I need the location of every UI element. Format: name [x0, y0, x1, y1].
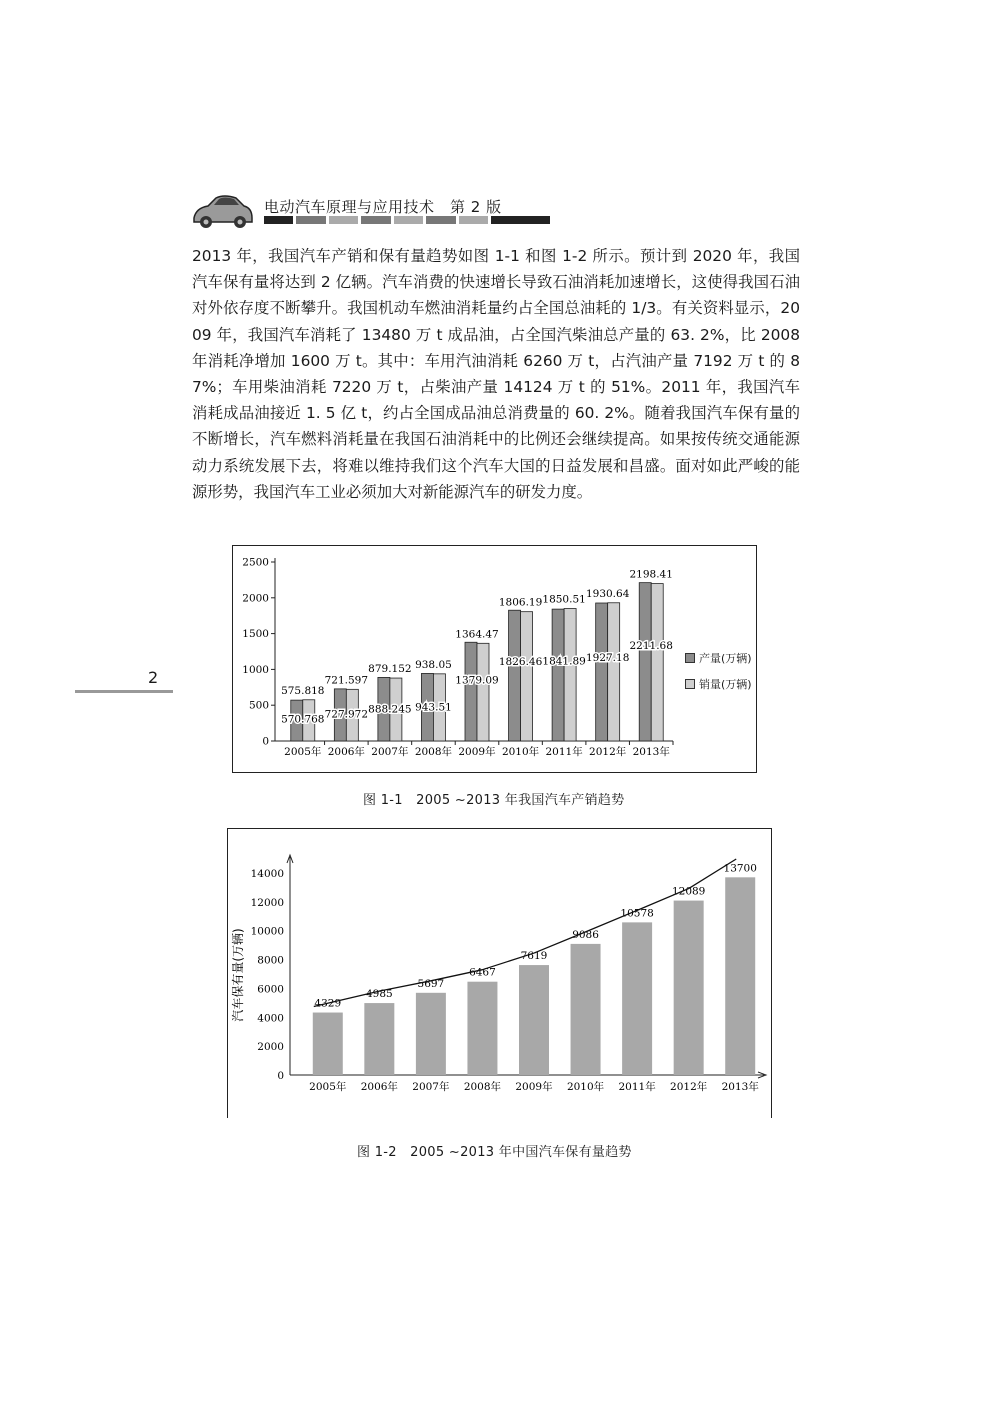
bar-stock — [416, 993, 446, 1075]
x-tick-label: 2009年 — [515, 1081, 553, 1093]
x-tick-label: 2012年 — [589, 746, 627, 758]
data-label-production: 1841.89 — [542, 655, 586, 668]
body-paragraph: 2013 年，我国汽车产销和保有量趋势如图 1-1 和图 1-2 所示。预计到 2020 年，我国汽车保有量将达到 2 亿辆。汽车消费的快速增长导致石油消耗加速增长，这使得我国石油对外依存度不断攀升。我国机动车燃油消耗量约占全国总油耗的 1/3。有关资料显示，2009 年，我国汽车消耗了 13480 万 t 成品油，占全国汽柴油总产量的 63. 2%，比 2008 年消耗净增加 1600 万 t。其中：车用汽油消耗 6260 万 t，占汽油产量 7192 万 t 的 87%；车用柴油消耗 7220 万 t，占柴油产量 14124 万 t 的 51%。2011 年，我国汽车消耗成品油接近 1. 5 亿 t，约占全国成品油总消费量的 60. 2%。随着我国汽车保有量的不断增长，汽车燃料消耗量在我国石油消耗中的比例还会继续提高。如果按传统交通能源动力系统发展下去，将难以维持我们这个汽车大国的日益发展和昌盛。面对如此严峻的能源形势，我国汽车工业必须加大对新能源汽车的研发力度。 — [192, 247, 800, 501]
legend-item-production — [685, 650, 752, 666]
x-tick-label: 2007年 — [412, 1081, 450, 1093]
bar-production — [465, 642, 477, 741]
x-tick-label: 2013年 — [721, 1081, 759, 1093]
bar-stock — [467, 982, 497, 1075]
x-tick-label: 2010年 — [501, 746, 540, 758]
data-label-production: 570.768 — [281, 713, 325, 726]
x-tick-label: 2013年 — [632, 746, 670, 758]
data-label-production: 888.245 — [368, 703, 412, 716]
bar-stock — [725, 877, 755, 1075]
x-tick-label: 2008年 — [414, 746, 453, 758]
legend-label-production: 产量(万辆) — [699, 652, 752, 665]
data-label-stock: 9086 — [572, 928, 599, 941]
production-sales-chart — [233, 546, 758, 774]
x-tick-label: 2012年 — [670, 1081, 708, 1093]
data-label-stock: 13700 — [723, 862, 757, 875]
legend-label-sales: 销量(万辆) — [699, 678, 752, 691]
data-label-sales: 2198.41 — [629, 568, 673, 581]
bar-stock — [622, 922, 652, 1075]
x-tick-label: 2005年 — [284, 746, 322, 758]
bar-stock — [519, 965, 549, 1075]
data-label-sales: 879.152 — [368, 663, 412, 676]
x-tick-label: 2008年 — [463, 1081, 502, 1093]
data-label-production: 2211.68 — [629, 640, 673, 653]
header-decorative-bar — [264, 216, 550, 224]
page-number-rule — [75, 690, 173, 693]
book-title: 电动汽车原理与应用技术 第 2 版 — [264, 198, 502, 216]
data-label-stock: 12089 — [671, 885, 706, 898]
data-label-sales: 1930.64 — [585, 587, 630, 600]
bar-production — [596, 603, 608, 741]
y-tick-label: 0 — [262, 735, 269, 748]
bar-stock — [571, 944, 601, 1075]
data-label-stock: 5697 — [417, 977, 445, 990]
bar-production — [509, 610, 521, 741]
running-header — [190, 188, 552, 232]
data-label-stock: 4329 — [314, 997, 342, 1010]
legend-item-sales — [685, 676, 752, 692]
figure1-caption: 图 1-1 2005 ~2013 年我国汽车产销趋势 — [363, 793, 625, 808]
bar-sales — [651, 584, 663, 741]
page-number: 2 — [148, 668, 159, 687]
data-label-production: 1379.09 — [455, 674, 499, 687]
bar-stock — [313, 1013, 343, 1075]
bar-stock — [364, 1003, 394, 1075]
x-tick-label: 2009年 — [458, 746, 496, 758]
data-label-sales: 1850.51 — [542, 593, 586, 606]
figure-vehicle-stock — [227, 828, 772, 1118]
x-tick-label: 2005年 — [309, 1081, 347, 1093]
vehicle-stock-chart — [228, 829, 773, 1119]
data-label-production: 1826.46 — [498, 656, 543, 669]
data-label-sales: 1364.47 — [455, 628, 499, 641]
x-tick-label: 2011年 — [618, 1081, 656, 1093]
data-label-production: 943.51 — [415, 701, 452, 714]
y-tick-label: 500 — [248, 699, 269, 712]
y-tick-label: 6000 — [257, 983, 284, 996]
bar-production — [552, 609, 564, 741]
data-label-stock: 4985 — [365, 988, 393, 1001]
chart-legend — [685, 650, 752, 702]
car-icon — [190, 192, 254, 230]
data-label-sales: 1806.19 — [498, 596, 543, 609]
y-tick-label: 12000 — [250, 896, 284, 909]
y-tick-label: 14000 — [250, 868, 284, 880]
y-tick-label: 2000 — [242, 592, 269, 605]
y-tick-label: 4000 — [257, 1012, 284, 1025]
bar-sales — [521, 612, 533, 741]
bar-production — [639, 583, 651, 741]
x-tick-label: 2011年 — [545, 746, 583, 758]
y-axis-label: 汽车保有量(万辆) — [231, 928, 245, 1022]
bar-stock — [674, 901, 704, 1075]
bar-sales — [608, 603, 620, 741]
y-tick-label: 2000 — [257, 1041, 284, 1054]
figure-production-sales — [232, 545, 757, 773]
bar-sales — [477, 643, 489, 741]
data-label-production: 727.972 — [324, 708, 369, 721]
figure2-caption: 图 1-2 2005 ~2013 年中国汽车保有量趋势 — [357, 1145, 632, 1160]
data-label-stock: 7619 — [520, 950, 548, 963]
x-tick-label: 2010年 — [566, 1081, 605, 1093]
y-tick-label: 1000 — [242, 663, 269, 676]
x-tick-label: 2006年 — [360, 1081, 398, 1093]
y-tick-label: 1500 — [242, 628, 269, 641]
y-tick-label: 10000 — [250, 925, 284, 938]
bar-sales — [564, 609, 576, 741]
data-label-stock: 10578 — [620, 907, 654, 920]
data-label-stock: 6467 — [469, 966, 496, 979]
x-tick-label: 2006年 — [327, 746, 365, 758]
y-tick-label: 2500 — [242, 556, 269, 569]
data-label-sales: 575.818 — [281, 684, 325, 697]
data-label-production: 1927.18 — [585, 651, 630, 664]
y-tick-label: 0 — [277, 1070, 284, 1082]
data-label-sales: 938.05 — [415, 658, 452, 671]
x-tick-label: 2007年 — [371, 746, 409, 758]
y-tick-label: 8000 — [257, 954, 284, 967]
data-label-sales: 721.597 — [324, 674, 369, 687]
